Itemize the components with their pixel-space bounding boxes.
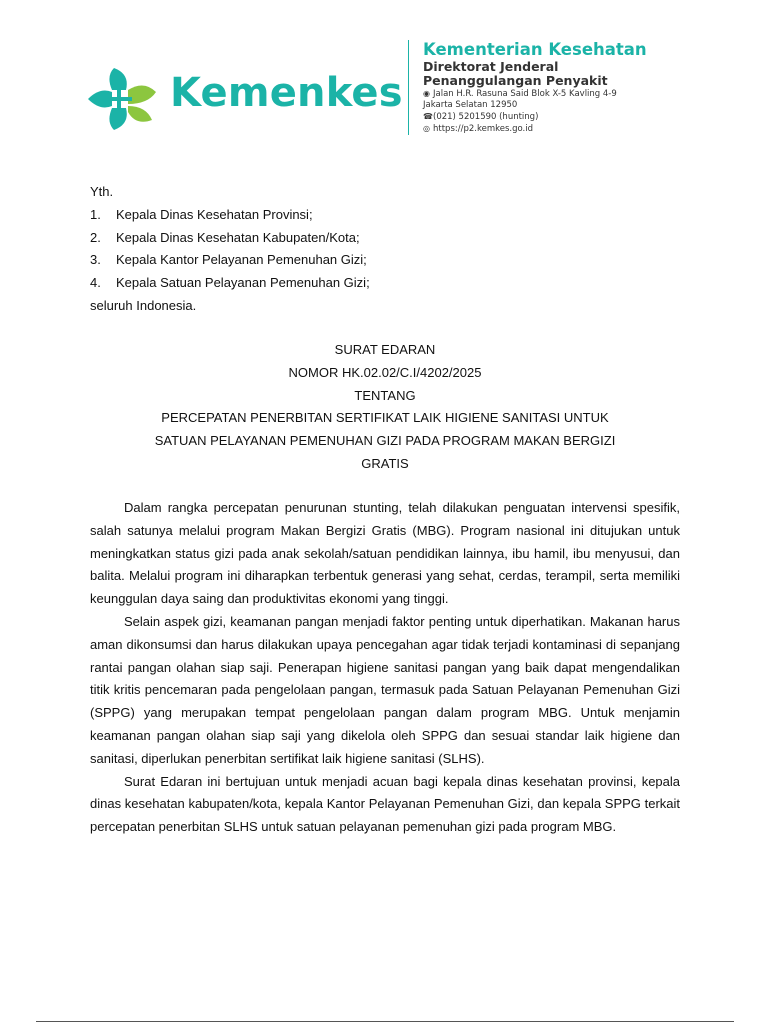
body-paragraph: Surat Edaran ini bertujuan untuk menjadi acuan bagi kepala dinas kesehatan provinsi, kepala dinas kesehatan kabupaten/kota, kepala Kantor Pelayanan Pemenuhan Gizi, dan kepala SPPG terkait percepatan penerbitan SLHS untuk satuan pelayanan pemenuhan gizi pada program MBG. bbox=[90, 773, 680, 835]
circular-title bbox=[90, 339, 680, 476]
addressee-closing: seluruh Indonesia. bbox=[90, 297, 197, 313]
footer-divider bbox=[36, 1021, 734, 1022]
list-item: 1. Kepala Dinas Kesehatan Provinsi; bbox=[90, 206, 313, 222]
location-pin-icon: ◉ bbox=[423, 89, 430, 98]
body-paragraph: Dalam rangka percepatan penurunan stunting, telah dilakukan penguatan intervensi spesifik, salah satunya melalui program Makan Bergizi Gratis (MBG). Program nasional ini ditujukan untuk meningkatkan status gizi pada anak sekolah/satuan pendidikan lainnya, ibu hamil, ibu menyusui, dan balita. Melalui program ini diharapkan terbentuk generasi yang sehat, cerdas, terampil, serta memiliki keunggulan daya saing dan produktivitas ekonomi yang tinggi. bbox=[90, 500, 680, 607]
document-number: NOMOR HK.02.02/C.I/4202/2025 bbox=[288, 364, 482, 380]
ministry-name: Kementerian Kesehatan bbox=[423, 40, 647, 59]
subject-line: PERCEPATAN PENERBITAN SERTIFIKAT LAIK HIGIENE SANITASI UNTUK bbox=[161, 410, 609, 426]
list-item: 3. Kepala Kantor Pelayanan Pemenuhan Gizi; bbox=[90, 252, 367, 268]
addressee-block bbox=[90, 181, 370, 318]
website-link[interactable]: https://p2.kemkes.go.id bbox=[433, 124, 533, 134]
website-line bbox=[423, 123, 683, 135]
phone-icon: ☎ bbox=[423, 112, 433, 121]
subject-line: SATUAN PELAYANAN PEMENUHAN GIZI PADA PROGRAM MAKAN BERGIZI bbox=[154, 433, 616, 449]
body-paragraph: Selain aspek gizi, keamanan pangan menjadi faktor penting untuk diperhatikan. Makanan harus aman dikonsumsi dan harus dilakukan upaya pencegahan agar tidak terjadi kontaminasi di sepanjang rantai pangan olahan siap saji. Penerapan higiene sanitasi pangan yang baik dapat mengendalikan titik kritis pencemaran pada pengelolaan pangan, termasuk pada Satuan Pelayanan Pemenuhan Gizi (SPPG) yang merupakan tempat pengelolaan pangan dalam program MBG. Untuk menjamin keamanan pangan olahan siap saji yang dikelola oleh SPPG dan sesuai standar laik higiene dan sanitasi, diperlukan penerbitan sertifikat laik higiene sanitasi (SLHS). bbox=[90, 613, 680, 766]
logo-wordmark: Kemenkes bbox=[170, 70, 403, 116]
phone-line: ☎(021) 5201590 (hunting) bbox=[423, 112, 539, 122]
letter-body bbox=[90, 497, 680, 839]
globe-icon: ◎ bbox=[423, 124, 430, 133]
kemenkes-emblem-icon bbox=[86, 66, 162, 132]
kemenkes-logo bbox=[86, 66, 406, 132]
list-item: 2. Kepala Dinas Kesehatan Kabupaten/Kota; bbox=[90, 229, 360, 245]
subject-line: GRATIS bbox=[361, 455, 409, 471]
salutation: Yth. bbox=[90, 184, 114, 199]
recipient-list bbox=[90, 204, 370, 295]
about-label: TENTANG bbox=[354, 387, 416, 403]
letterhead-info bbox=[408, 40, 683, 135]
directorate-line1: Direktorat Jenderal bbox=[423, 59, 559, 74]
directorate-line2: Penanggulangan Penyakit bbox=[423, 73, 608, 88]
address-line: ◉ Jalan H.R. Rasuna Said Blok X-5 Kavling 4-9 bbox=[423, 89, 617, 99]
address-line-2: Jakarta Selatan 12950 bbox=[423, 100, 518, 110]
list-item: 4. Kepala Satuan Pelayanan Pemenuhan Gizi; bbox=[90, 275, 370, 291]
document-type: SURAT EDARAN bbox=[334, 342, 436, 357]
